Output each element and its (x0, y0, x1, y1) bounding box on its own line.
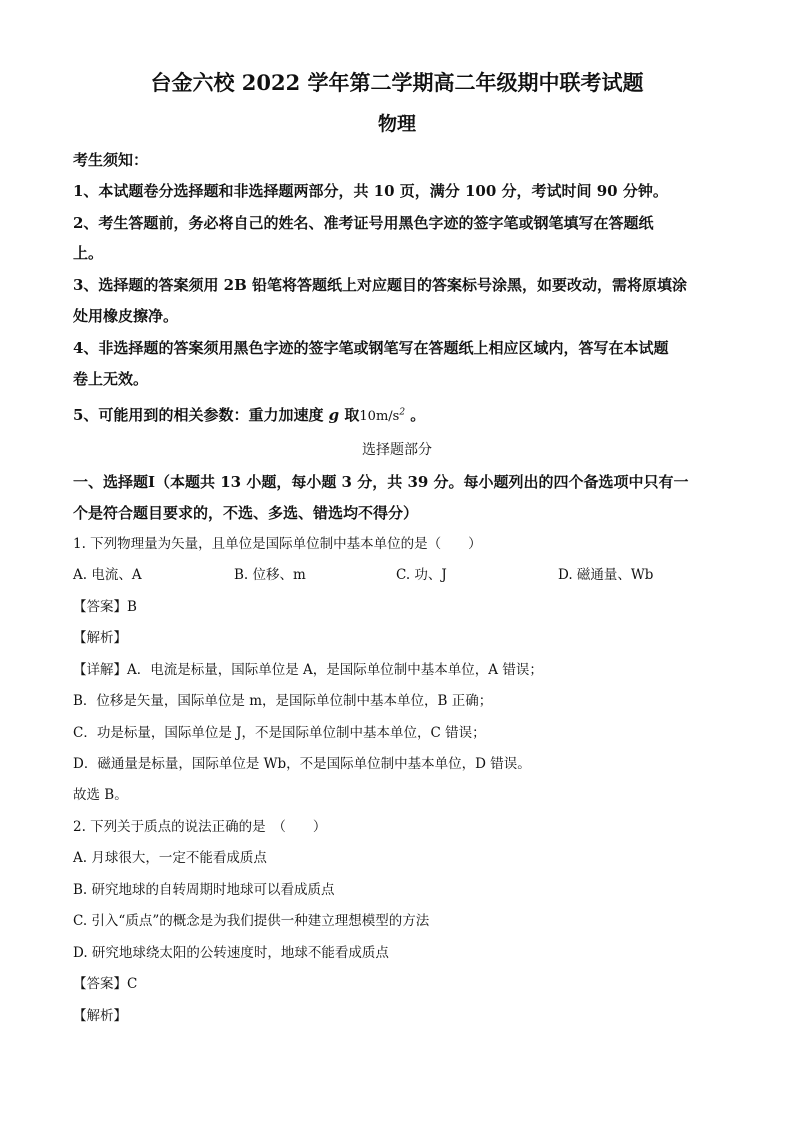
q1-detail-line: 【详解】A．电流是标量，国际单位是 A，是国际单位制中基本单位，A 错误； (73, 662, 543, 678)
answer-tag: 【答案】 (73, 976, 127, 992)
q1-answer (73, 601, 137, 615)
notice-item: 2、考生答题前，务必将自己的姓名、准考证号用黑色字迹的签字笔或钢笔填写在答题纸 (73, 214, 654, 232)
q1-analysis-tag: 【解析】 (73, 630, 127, 646)
gravity-value-text: 10m/s (359, 409, 400, 424)
section-title: 选择题部分 (362, 442, 432, 458)
gravity-exponent: 2 (399, 407, 406, 418)
notice-heading: 考生须知： (73, 151, 149, 169)
notice-item-5-mid: 取 (339, 406, 360, 424)
notice-item: 1、本试题卷分选择题和非选择题两部分，共 10 页，满分 100 分，考试时间 90 分钟。 (73, 182, 668, 200)
question-1-stem: 1. 下列物理量为矢量，且单位是国际单位制中基本单位的是（ ） (73, 536, 482, 552)
q1-detail-line: B．位移是矢量，国际单位是 m，是国际单位制中基本单位，B 正确； (73, 693, 493, 709)
notice-item-5-suffix: 。 (405, 406, 426, 424)
q2-option-b: B. 研究地球的自转周期时地球可以看成质点 (73, 882, 335, 898)
part1-instructions: 一、选择题Ⅰ（本题共 13 小题，每小题 3 分，共 39 分。每小题列出的四个备选项中只有一 (73, 473, 689, 491)
gravity-value (359, 409, 405, 424)
part1-instructions-cont: 个是符合题目要求的，不选、多选、错选均不得分） (73, 504, 419, 522)
exam-title: 台金六校 2022 学年第二学期高二年级期中联考试题 (150, 70, 644, 95)
notice-item-5-prefix: 5、可能用到的相关参数：重力加速度 (73, 406, 329, 424)
q2-option-a: A. 月球很大，一定不能看成质点 (73, 850, 267, 866)
q1-detail-line: C．功是标量，国际单位是 J，不是国际单位制中基本单位，C 错误； (73, 725, 486, 741)
q1-option-d: D. 磁通量、Wb (558, 567, 654, 583)
q2-option-d: D. 研究地球绕太阳的公转速度时，地球不能看成质点 (73, 945, 389, 961)
question-2-stem: 2. 下列关于质点的说法正确的是 （ ） (73, 819, 327, 835)
notice-item: 处用橡皮擦净。 (73, 307, 179, 325)
q1-option-c: C. 功、J (396, 567, 447, 583)
notice-item: 3、选择题的答案须用 2B 铅笔将答题纸上对应题目的答案标号涂黑，如要改动，需将原填涂 (73, 276, 688, 294)
q1-option-a: A. 电流、A (73, 567, 142, 583)
q1-option-b: B. 位移、m (234, 567, 306, 583)
q1-detail-line: D．磁通量是标量，国际单位是 Wb，不是国际单位制中基本单位，D 错误。 (73, 756, 531, 772)
q2-option-c: C. 引入“质点”的概念是为我们提供一种建立理想模型的方法 (73, 913, 430, 929)
answer-tag: 【答案】 (73, 599, 127, 615)
q2-answer (73, 978, 137, 992)
q2-analysis-tag: 【解析】 (73, 1008, 127, 1024)
gravity-symbol: g (328, 406, 340, 424)
answer-value: B (127, 599, 137, 615)
notice-item: 卷上无效。 (73, 370, 149, 388)
q1-conclusion: 故选 B。 (73, 787, 128, 803)
subject-title: 物理 (377, 113, 416, 135)
notice-item: 上。 (73, 244, 104, 262)
notice-item: 4、非选择题的答案须用黑色字迹的签字笔或钢笔写在答题纸上相应区域内，答写在本试题 (73, 339, 669, 357)
notice-item-5 (73, 408, 425, 423)
answer-value: C (127, 976, 138, 992)
